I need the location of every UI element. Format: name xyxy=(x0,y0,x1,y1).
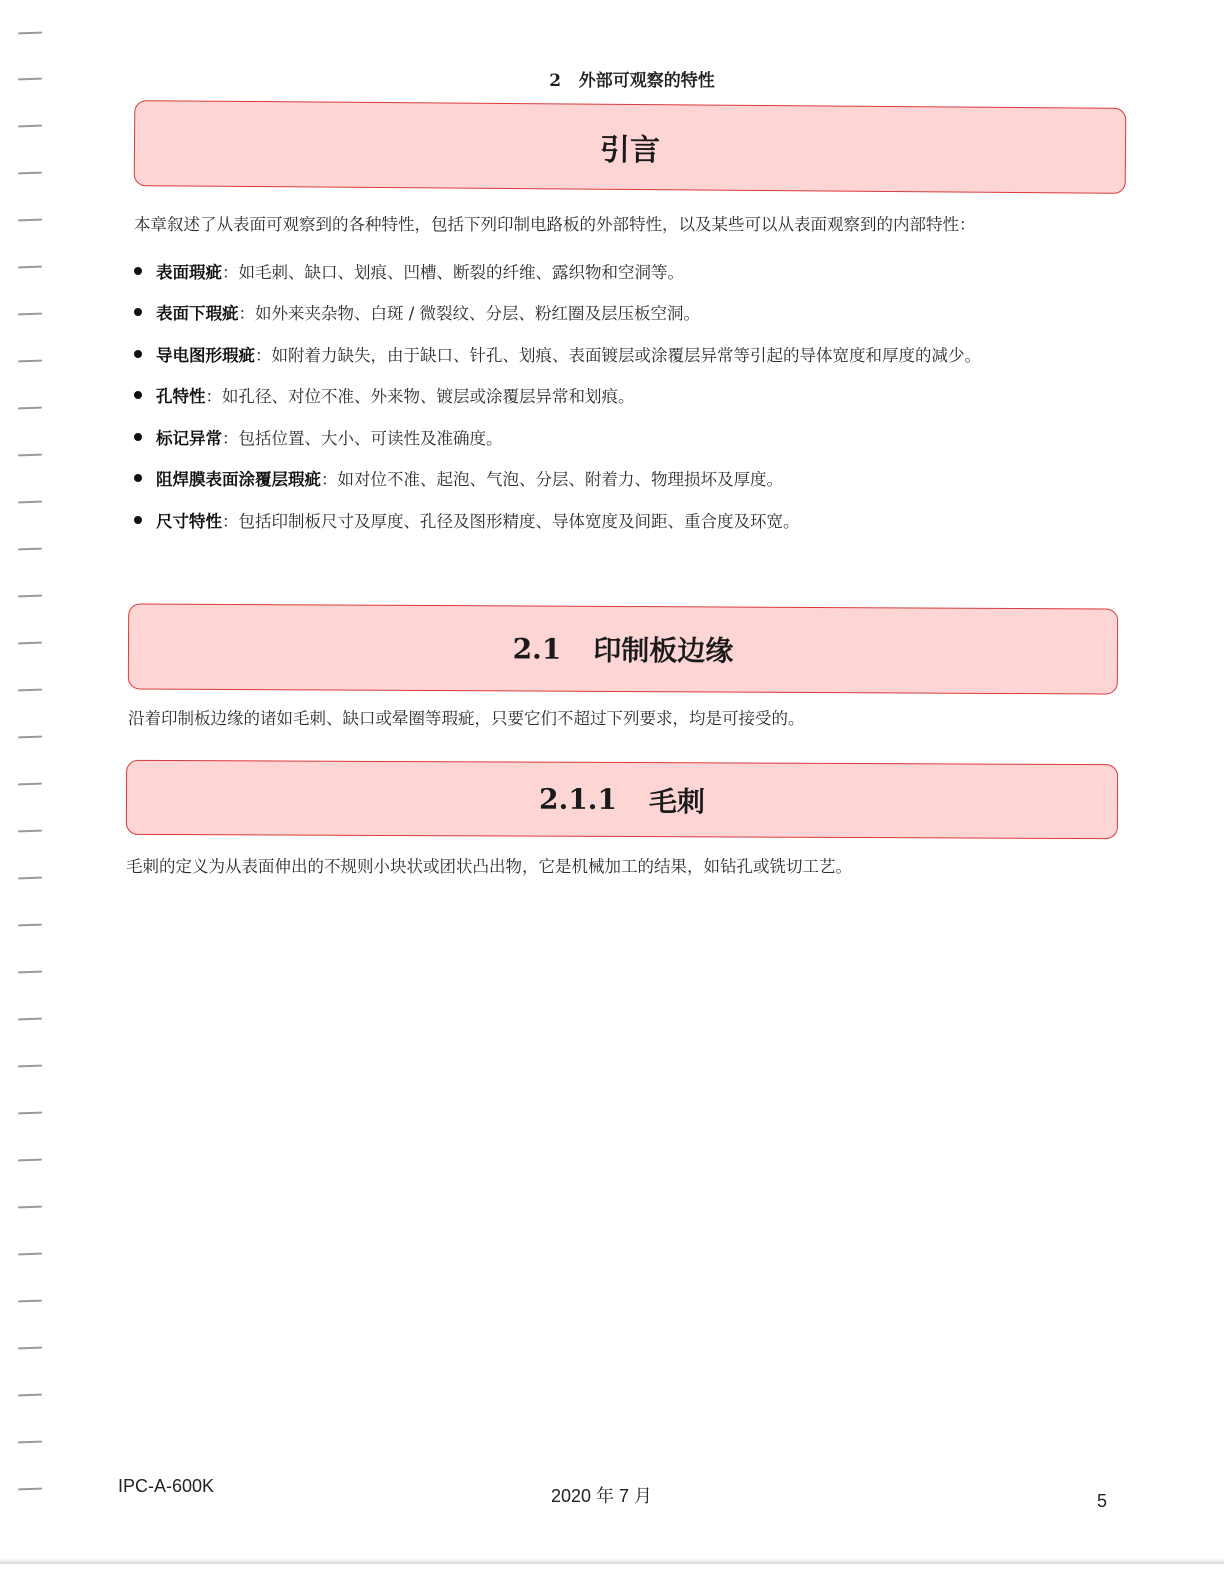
binding-mark xyxy=(18,783,42,786)
chapter-header xyxy=(0,66,1224,91)
binding-mark xyxy=(18,1441,42,1444)
bullet-icon xyxy=(134,474,142,482)
chapter-number: 2 xyxy=(549,71,562,91)
bullet-term: 孔特性 xyxy=(156,387,206,407)
bullet-icon xyxy=(134,267,142,275)
bullet-term: 表面瑕疵 xyxy=(156,262,222,282)
list-item xyxy=(134,375,981,417)
binding-mark xyxy=(18,1065,42,1068)
bullet-icon xyxy=(134,391,142,399)
bullet-icon xyxy=(134,516,142,524)
section-2-1-1-banner xyxy=(126,760,1118,839)
binding-mark xyxy=(18,689,42,692)
bullet-term: 阻焊膜表面涂覆层瑕疵 xyxy=(156,470,321,490)
bullet-term: 表面下瑕疵 xyxy=(156,304,239,324)
binding-mark xyxy=(18,971,42,974)
binding-mark xyxy=(18,1159,42,1162)
list-item xyxy=(134,458,981,500)
binding-mark xyxy=(18,1018,42,1021)
section-2-1-paragraph: 沿着印制板边缘的诸如毛刺、缺口或晕圈等瑕疵，只要它们不超过下列要求，均是可接受的。 xyxy=(128,709,805,728)
bullet-text: 如附着力缺失，由于缺口、针孔、划痕、表面镀层或涂覆层异常等引起的导体宽度和厚度的减少。 xyxy=(271,345,981,365)
intro-paragraph: 本章叙述了从表面可观察到的各种特性，包括下列印制电路板的外部特性，以及某些可以从表面观察到的内部特性： xyxy=(134,215,976,234)
bullet-text: 如毛刺、缺口、划痕、凹槽、断裂的纤维、露织物和空洞等。 xyxy=(238,262,684,282)
bullet-icon xyxy=(134,308,142,316)
binding-mark xyxy=(18,595,42,598)
section-title: 毛刺 xyxy=(648,784,706,818)
intro-bullet-list xyxy=(134,250,981,541)
binding-mark xyxy=(18,501,42,504)
list-item xyxy=(134,292,981,334)
binding-mark xyxy=(18,1300,42,1303)
binding-mark xyxy=(18,1112,42,1115)
page-bottom-edge xyxy=(0,1558,1224,1564)
binding-mark xyxy=(18,736,42,739)
bullet-term: 标记异常 xyxy=(156,428,222,448)
bullet-text: 如孔径、对位不准、外来物、镀层或涂覆层异常和划痕。 xyxy=(222,387,635,407)
footer-date: 2020 年 7 月 xyxy=(551,1486,653,1506)
bullet-separator: ： xyxy=(321,470,338,490)
bullet-text: 如对位不准、起泡、气泡、分层、附着力、物理损坏及厚度。 xyxy=(337,470,783,490)
binding-mark xyxy=(18,454,42,457)
binding-mark xyxy=(18,548,42,551)
intro-banner xyxy=(134,100,1127,194)
bullet-text: 包括位置、大小、可读性及准确度。 xyxy=(238,428,503,448)
binding-mark xyxy=(18,642,42,645)
section-title: 印制板边缘 xyxy=(593,633,734,668)
intro-banner-title: 引言 xyxy=(599,132,661,169)
footer-doc-id: IPC-A-600K xyxy=(118,1476,215,1496)
section-number: 2.1.1 xyxy=(538,782,618,816)
bullet-text: 包括印制板尺寸及厚度、孔径及图形精度、导体宽度及间距、重合度及环宽。 xyxy=(238,511,800,531)
bullet-separator: ： xyxy=(238,304,255,324)
list-item xyxy=(134,250,981,292)
list-item xyxy=(134,416,981,458)
binding-mark xyxy=(18,877,42,880)
binding-mark xyxy=(18,266,42,269)
binding-mark xyxy=(18,830,42,833)
list-item xyxy=(134,333,981,375)
binding-mark xyxy=(18,32,42,35)
binding-mark xyxy=(18,313,42,316)
binding-mark xyxy=(18,1394,42,1397)
chapter-title: 外部可观察的特性 xyxy=(578,71,715,91)
binding-mark xyxy=(18,125,42,128)
binding-mark xyxy=(18,360,42,363)
binding-mark xyxy=(18,172,42,175)
bullet-term: 尺寸特性 xyxy=(156,511,222,531)
binding-mark xyxy=(18,219,42,222)
bullet-separator: ： xyxy=(205,387,222,407)
binding-margin xyxy=(0,0,60,1584)
binding-mark xyxy=(18,924,42,927)
section-number: 2.1 xyxy=(512,631,562,666)
bullet-text: 如外来夹杂物、白斑 / 微裂纹、分层、粉红圈及层压板空洞。 xyxy=(255,304,701,324)
section-2-1-banner xyxy=(128,603,1118,694)
bullet-icon xyxy=(134,433,142,441)
bullet-separator: ： xyxy=(222,262,239,282)
footer-page-number: 5 xyxy=(1097,1491,1108,1511)
binding-mark xyxy=(18,1206,42,1209)
section-2-1-1-paragraph: 毛刺的定义为从表面伸出的不规则小块状或团状凸出物，它是机械加工的结果，如钻孔或铣切工艺。 xyxy=(126,857,852,876)
bullet-separator: ： xyxy=(222,511,239,531)
list-item xyxy=(134,499,981,541)
bullet-separator: ： xyxy=(222,428,239,448)
binding-mark xyxy=(18,1253,42,1256)
bullet-separator: ： xyxy=(255,345,272,365)
binding-mark xyxy=(18,1488,42,1491)
bullet-icon xyxy=(134,350,142,358)
bullet-term: 导电图形瑕疵 xyxy=(156,345,255,365)
binding-mark xyxy=(18,1347,42,1350)
binding-mark xyxy=(18,407,42,410)
